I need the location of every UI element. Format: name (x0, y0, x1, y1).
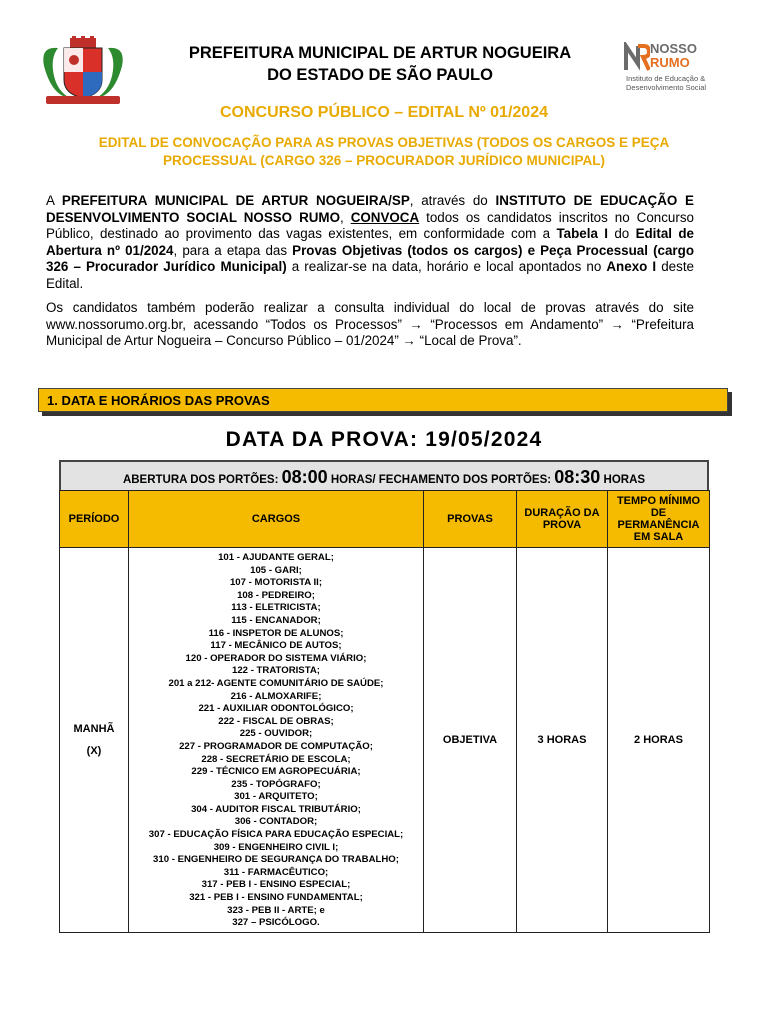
table-row (60, 548, 710, 933)
cargo-list-item: 225 - OUVIDOR; (239, 728, 313, 740)
cargo-list-item: 228 - SECRETÁRIO DE ESCOLA; (201, 753, 351, 765)
header-tempo-minimo: TEMPO MÍNIMO DE PERMANÊNCIA EM SALA (608, 491, 710, 548)
duracao-cell: 3 HORAS (517, 548, 608, 933)
cargo-list-item: 116 - INSPETOR DE ALUNOS; (208, 627, 344, 639)
provas-cell: OBJETIVA (424, 548, 517, 933)
tempo-minimo-cell: 2 HORAS (608, 548, 710, 933)
cargo-list-item: 108 - PEDREIRO; (237, 589, 315, 601)
table-header-row (60, 491, 710, 548)
gate-open-label: ABERTURA DOS PORTÕES: (122, 474, 282, 486)
cargo-list-item: 327 – PSICÓLOGO. (232, 917, 320, 929)
schedule-table (59, 490, 710, 933)
cargo-list-item: 105 - GARI; (250, 564, 302, 576)
cargo-list-item: 120 - OPERADOR DO SISTEMA VIÁRIO; (185, 652, 367, 664)
text-span: A (46, 193, 62, 208)
logo-brand-line2: RUMO (650, 55, 690, 70)
cargo-list-item: 309 - ENGENHEIRO CIVIL I; (213, 841, 339, 853)
cargo-list-item: 311 - FARMACÊUTICO; (223, 866, 329, 878)
cargo-list-item: 307 - EDUCAÇÃO FÍSICA PARA EDUCAÇÃO ESPECIAL; (148, 829, 404, 841)
edital-line1: EDITAL DE CONVOCAÇÃO PARA AS PROVAS OBJETIVAS (TODOS OS CARGOS E PEÇA (98, 135, 670, 150)
logo-brand (650, 42, 697, 70)
text-span: , através do (409, 193, 496, 208)
cargo-list-item: 117 - MECÂNICO DE AUTOS; (210, 640, 342, 652)
cargo-list-item: 216 - ALMOXARIFE; (230, 690, 322, 702)
gate-open-time: 08:00 (281, 467, 328, 487)
page-title-line1: PREFEITURA MUNICIPAL DE ARTUR NOGUEIRA (188, 44, 572, 62)
header-cargos: CARGOS (129, 491, 424, 548)
logo-brand-line1: NOSSO (650, 41, 697, 56)
header-periodo: PERÍODO (60, 491, 129, 548)
section-heading-1: 1. DATA E HORÁRIOS DAS PROVAS (38, 388, 728, 412)
gate-close-label: HORAS/ FECHAMENTO DOS PORTÕES: (327, 474, 555, 486)
cargo-list-item: 222 - FISCAL DE OBRAS; (218, 715, 334, 727)
gate-times-banner (59, 460, 709, 490)
periodo-value: MANHÃ (73, 722, 115, 735)
cargo-list-item: 227 - PROGRAMADOR DE COMPUTAÇÃO; (179, 740, 373, 752)
bold-span: Anexo I (606, 259, 657, 274)
document-header (0, 30, 768, 110)
concurso-title: CONCURSO PÚBLICO – EDITAL Nº 01/2024 (220, 104, 548, 121)
text-span: do (607, 226, 636, 241)
text-span: todos os candidatos inscritos no Concurso Público, destinado ao provimento das vagas existentes, em conformidade com a (46, 209, 694, 241)
bold-span: Tabela I (556, 226, 608, 241)
page-title-line2: DO ESTADO DE SÃO PAULO (267, 66, 493, 84)
cargo-list-item: 321 - PEB I - ENSINO FUNDAMENTAL; (189, 892, 363, 904)
intro-paragraph (46, 193, 694, 292)
cargo-list-item: 317 - PEB I - ENSINO ESPECIAL; (201, 879, 351, 891)
cargo-list-item: 201 a 212- AGENTE COMUNITÁRIO DE SAÚDE; (168, 677, 384, 689)
cargos-cell (129, 548, 424, 933)
hours-label: HORAS (600, 474, 646, 486)
bold-span: Provas Objetivas (todos os cargos) e Peça Processual (cargo 326 – Procurador Jurídico Municipal) (46, 242, 695, 274)
exam-date-heading: DATA DA PROVA: 19/05/2024 (225, 428, 543, 451)
cargo-list-item: 122 - TRATORISTA; (232, 665, 320, 677)
cargo-list-item: 310 - ENGENHEIRO DE SEGURANÇA DO TRABALHO; (153, 854, 399, 866)
cargo-list-item: 306 - CONTADOR; (234, 816, 318, 828)
municipal-crest-icon (40, 36, 126, 106)
edital-line2: PROCESSUAL (CARGO 326 – PROCURADOR JURÍDICO MUNICIPAL) (162, 153, 606, 168)
header-provas: PROVAS (424, 491, 517, 548)
nr-logo-icon (624, 42, 650, 72)
cargo-list-item: 323 - PEB II - ARTE; e (227, 904, 325, 916)
cargo-list-item: 101 - AJUDANTE GERAL; (218, 552, 334, 563)
schedule-table-wrapper (59, 460, 709, 933)
nosso-rumo-logo (624, 40, 734, 96)
cargo-list-item: 115 - ENCANADOR; (231, 614, 321, 626)
header-duracao: DURAÇÃO DA PROVA (517, 491, 608, 548)
bold-span: PREFEITURA MUNICIPAL DE ARTUR NOGUEIRA/SP (61, 193, 410, 208)
cargo-list-item: 221 - AUXILIAR ODONTOLÓGICO; (198, 703, 354, 715)
cargo-list-item: 304 - AUDITOR FISCAL TRIBUTÁRIO; (191, 803, 361, 815)
gate-close-time: 08:30 (554, 467, 601, 487)
edital-subtitle (0, 134, 768, 170)
text-span: , para a etapa das (173, 242, 293, 258)
bold-span: INSTITUTO DE EDUCAÇÃO E DESENVOLVIMENTO SOCIAL NOSSO RUMO (46, 193, 694, 225)
periodo-mark: (X) (86, 744, 102, 757)
cargo-list-item: 107 - MOTORISTA II; (229, 577, 323, 589)
consulta-paragraph: Os candidatos também poderão realizar a consulta individual do local de provas através do site www.nossorumo.org.br, acessando “Todos os Processos” → “Processos em Andamento” → “Prefeitura Municipal de Artur Nogueira – Concurso Público – 01/2024” → “Local de Prova”. (46, 300, 694, 348)
text-span: a realizar-se na data, horário e local apontados no (286, 259, 607, 274)
periodo-cell (60, 548, 129, 933)
bold-span: Edital de Abertura nº 01/2024 (46, 226, 694, 258)
cargo-list-item: 113 - ELETRICISTA; (231, 602, 321, 614)
cargo-list-item: 301 - ARQUITETO; (234, 791, 318, 803)
text-span: deste Edital. (46, 259, 694, 291)
logo-tagline: Instituto de Educação & Desenvolvimento Social (626, 74, 707, 92)
convoca-underlined: CONVOCA (350, 209, 420, 225)
cargo-list-item: 229 - TÉCNICO EM AGROPECUÁRIA; (191, 766, 361, 778)
text-span: , (339, 209, 351, 225)
cargo-list-item: 235 - TOPÓGRAFO; (231, 778, 321, 790)
